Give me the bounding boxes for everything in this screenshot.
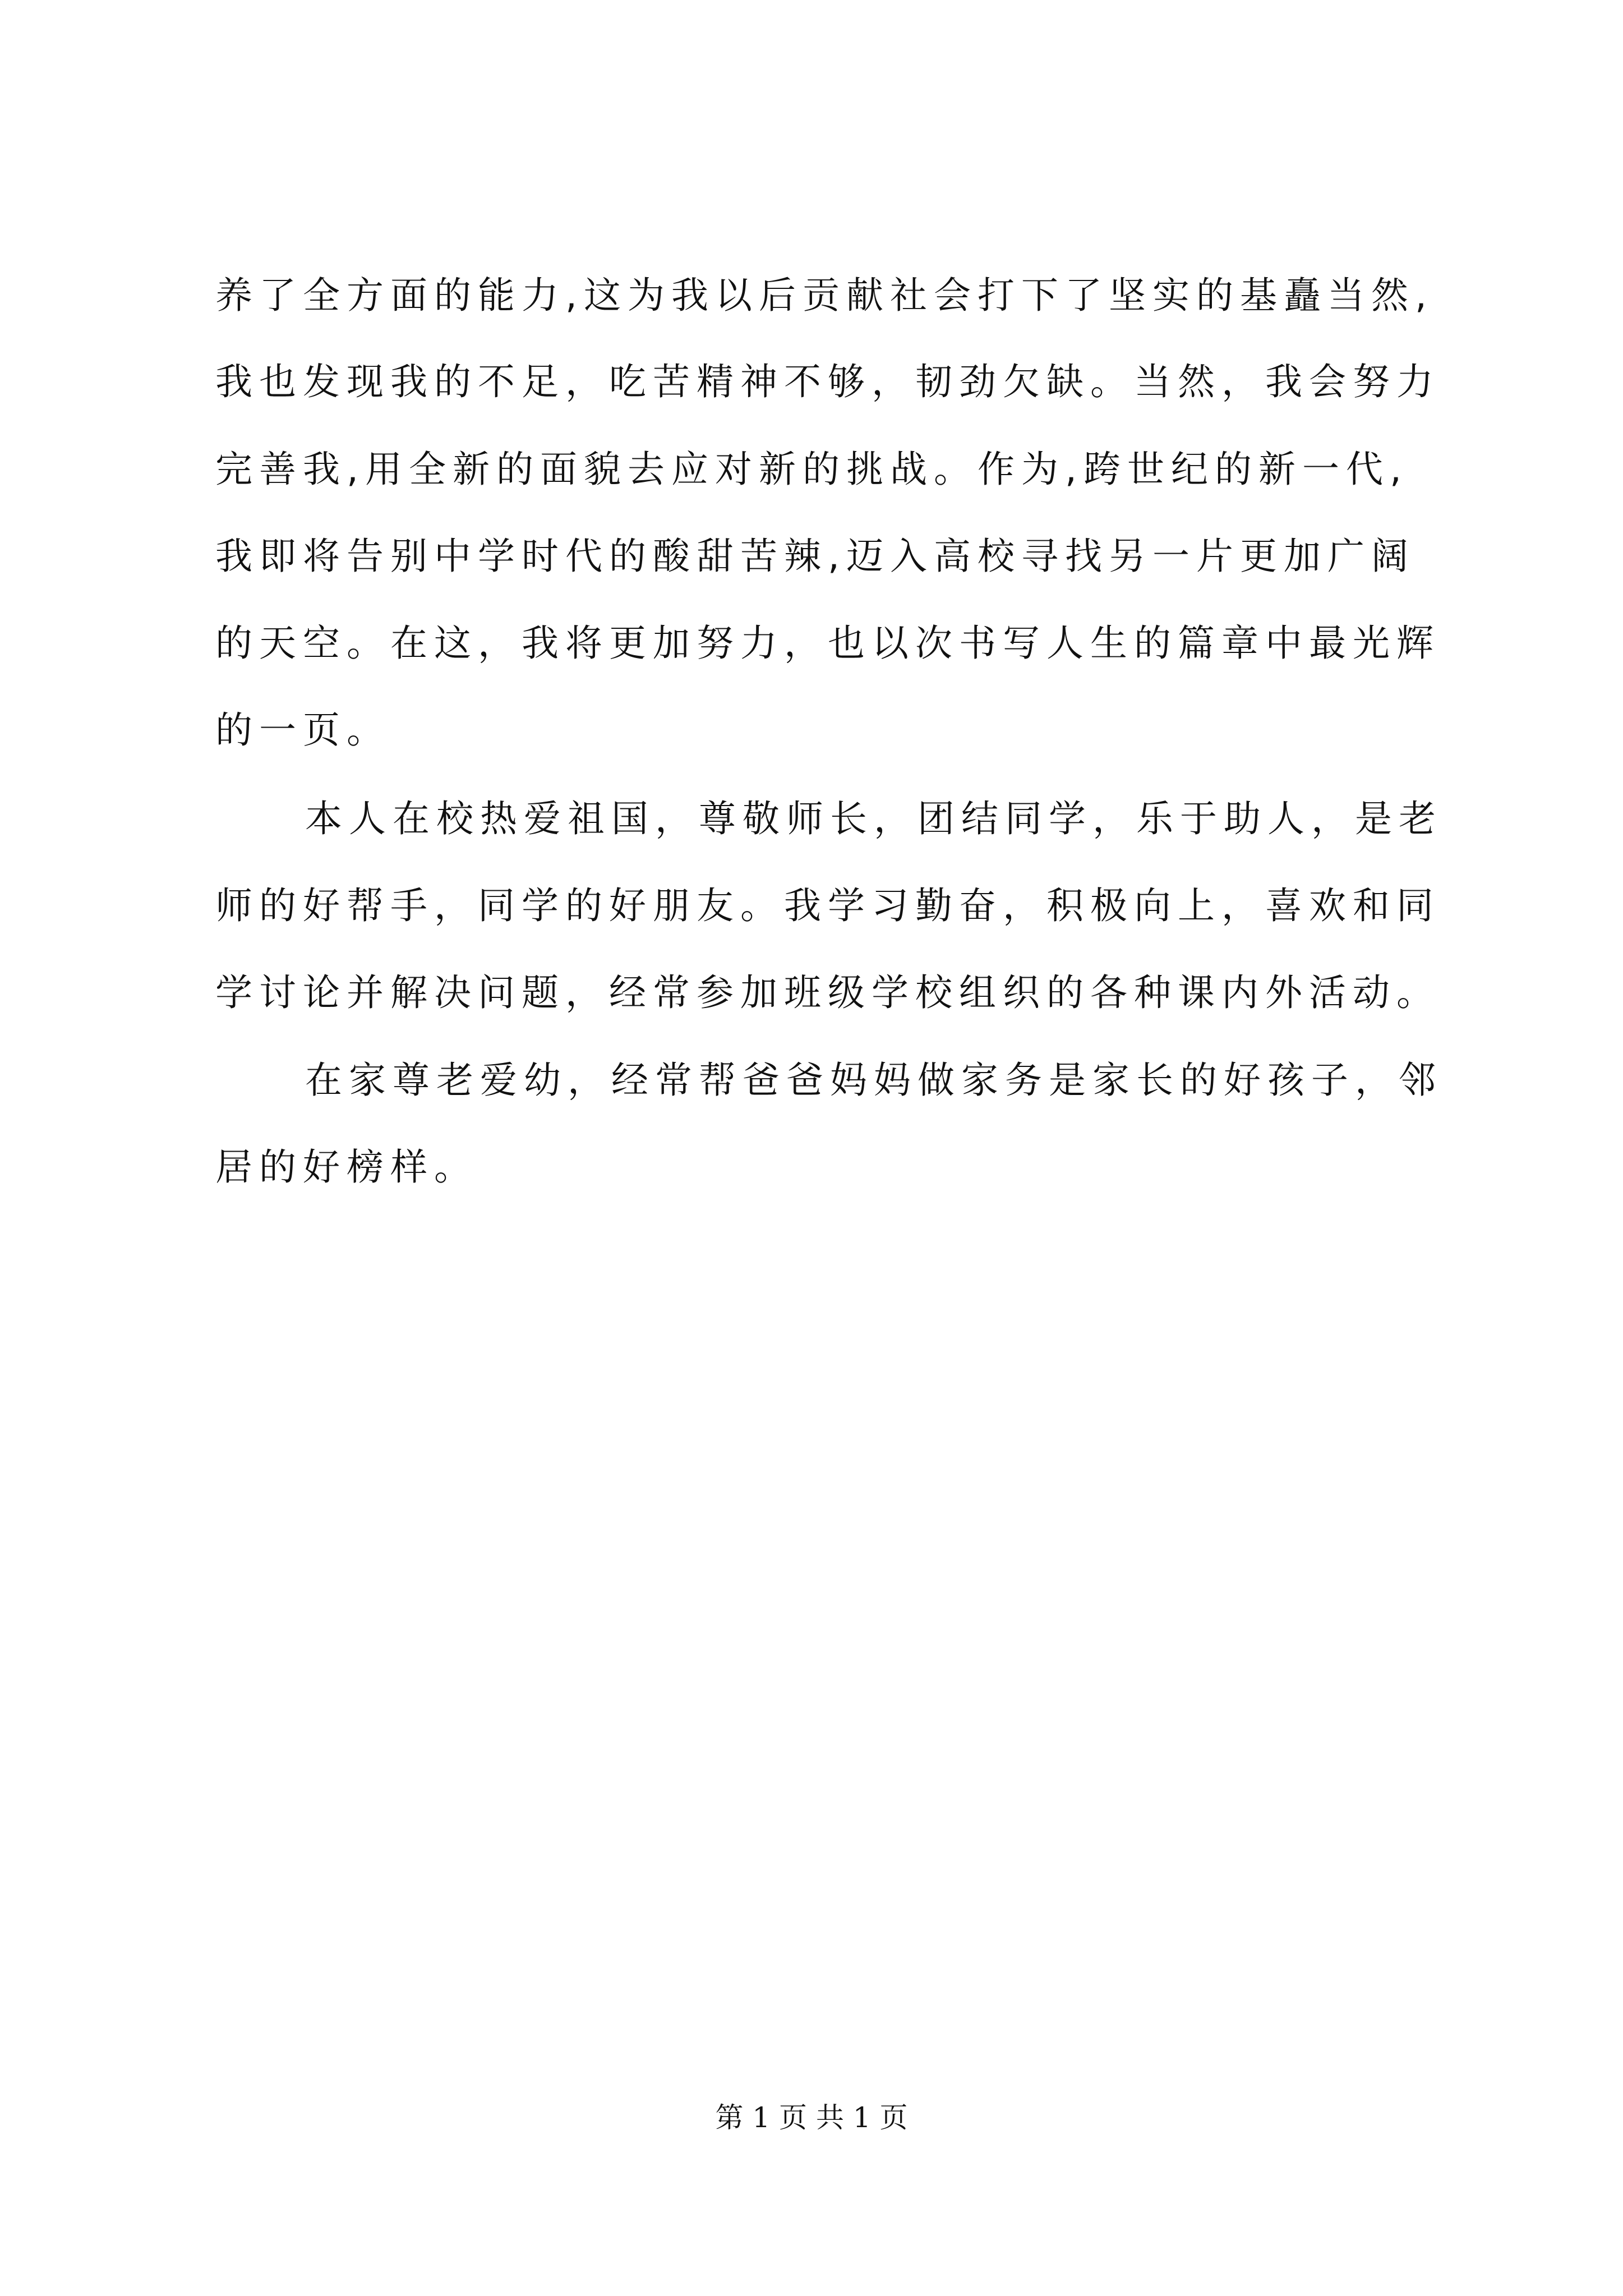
body-text-line: 的天空。在这，我将更加努力，也以次书写人生的篇章中最光辉 xyxy=(215,622,1440,665)
body-text-line: 学讨论并解决问题，经常参加班级学校组织的各种课内外活动。 xyxy=(215,971,1440,1014)
paragraph-first-line: 本人在校热爱祖国，尊敬师长，团结同学，乐于助人，是老 xyxy=(305,797,1442,840)
body-text-line: 我即将告别中学时代的酸甜苦辣,迈入高校寻找另一片更加广阔 xyxy=(215,535,1415,578)
body-text-line: 我也发现我的不足，吃苦精神不够，韧劲欠缺。当然，我会努力 xyxy=(215,360,1440,403)
body-text-line: 的一页。 xyxy=(215,708,390,752)
body-text-line: 居的好榜样。 xyxy=(215,1145,478,1189)
body-text-line: 养了全方面的能力,这为我以后贡献社会打下了坚实的基矗当然, xyxy=(215,274,1433,317)
body-text-line: 完善我,用全新的面貌去应对新的挑战。作为,跨世纪的新一代, xyxy=(215,448,1408,491)
paragraph-first-line: 在家尊老爱幼，经常帮爸爸妈妈做家务是家长的好孩子，邻 xyxy=(305,1059,1442,1102)
body-text-line: 师的好帮手，同学的好朋友。我学习勤奋，积极向上，喜欢和同 xyxy=(215,884,1440,927)
page-footer: 第 1 页 共 1 页 xyxy=(715,2101,908,2134)
